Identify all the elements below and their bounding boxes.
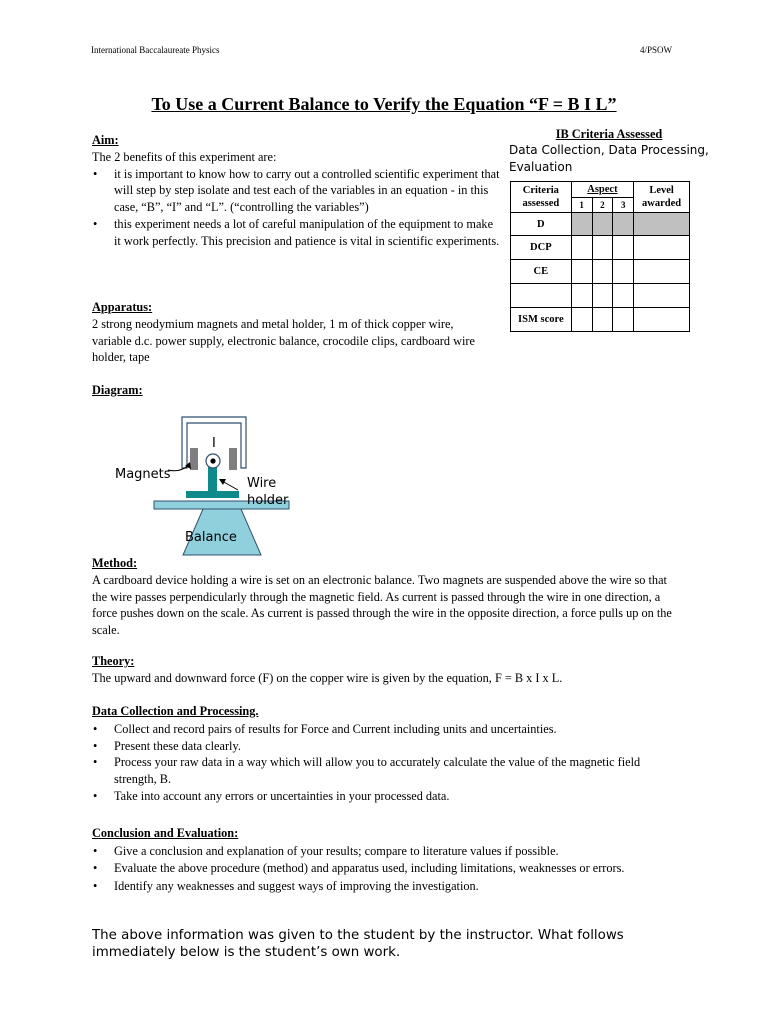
list-item: • Identify any weaknesses and suggest ways of improving the investigation. [92,878,682,895]
theory-heading: Theory: [92,654,135,668]
conclusion-list [92,843,682,895]
row-label: DCP [511,236,572,260]
label-wire-holder: Wire holder [247,476,289,508]
table-row [511,308,690,332]
wire-holder-post [208,467,217,492]
method-section [92,555,682,639]
row-label: D [511,213,572,236]
cell-aspect [613,308,634,332]
aim-intro: The 2 benefits of this experiment are: [92,149,277,164]
cell-aspect [592,308,613,332]
row-label: ISM score [511,308,572,332]
wire-holder-plate [186,491,239,498]
conclusion-heading: Conclusion and Evaluation: [92,826,239,840]
table-row [511,236,690,260]
arrow-head-icon [219,479,226,485]
criteria-heading: IB Criteria Assessed [555,127,663,141]
diagram-heading: Diagram: [92,383,143,397]
theory-text: The upward and downward force (F) on the copper wire is given by the equation, F = B x I x L. [92,670,563,685]
cell-aspect [613,236,634,260]
list-item: • Collect and record pairs of results for Force and Current including units and uncertainties. [92,721,682,738]
aim-heading: Aim: [92,133,119,147]
cell-aspect [571,236,592,260]
cell-level [634,236,690,260]
apparatus-text: 2 strong neodymium magnets and metal holder, 1 m of thick copper wire, variable d.c. power supply, electronic balance, crocodile clips, cardboard wire holder, tape [92,316,475,365]
magnet-right [229,448,237,470]
cell-aspect [613,260,634,284]
cell-aspect [571,213,592,236]
label-magnets: Magnets [115,467,171,482]
apparatus-heading: Apparatus: [92,300,153,314]
list-item: • it is important to know how to carry out a controlled scientific experiment that will step by step isolate and test each of the variables in an equation - in this case, “B”, “I” and “L”. (“controlling the variables”) [92,166,500,216]
current-dot-icon [210,458,215,463]
list-item: • Evaluate the above procedure (method) and apparatus used, including limitations, weaknesses or errors. [92,860,682,877]
list-item: • Give a conclusion and explanation of your results; compare to literature values if possible. [92,843,682,860]
dcp-heading: Data Collection and Processing. [92,704,259,718]
criteria-panel [509,127,709,176]
table-row [511,213,690,236]
wire-holder-pointer [222,481,238,490]
method-heading: Method: [92,556,138,570]
criteria-text: Data Collection, Data Processing, Evaluation [509,143,709,174]
cell-level [634,260,690,284]
cell-aspect [571,260,592,284]
cell-level [634,308,690,332]
label-current: I [212,436,216,451]
col-criteria-header: Criteria assessed [511,182,572,213]
method-text: A cardboard device holding a wire is set on an electronic balance. Two magnets are suspended above the wire so that the wire passes perpendicularly through the magnetic field. As current is passed through the wire in one direction, a force pushes down on the scale. As current is passed through the wire in the opposite direction, a force pulls up on the scale. [92,572,672,638]
table-row [511,284,690,308]
cell-level [634,284,690,308]
aspect-label: Aspect [587,184,618,195]
criteria-table [510,181,690,332]
cell-level [634,213,690,236]
cell-aspect [613,284,634,308]
dcp-list [92,721,682,805]
theory-section [92,653,682,687]
page-title [0,94,768,115]
header-left: International Baccalaureate Physics [91,45,220,55]
cell-aspect [592,284,613,308]
title-text: To Use a Current Balance to Verify the Equation “F = B I L” [151,94,617,114]
cell-aspect [592,213,613,236]
row-label [511,284,572,308]
conclusion-section [92,825,682,895]
header-right: 4/PSOW [640,45,673,55]
aim-list [92,166,500,250]
col-level-header: Level awarded [634,182,690,213]
list-item: • Take into account any errors or uncertainties in your processed data. [92,788,682,805]
list-item: • this experiment needs a lot of careful manipulation of the equipment to make it work perfectly. This precision and patience is vital in scientific experiments. [92,216,500,250]
aim-section [92,132,500,250]
label-balance: Balance [185,530,237,545]
cell-aspect [592,236,613,260]
aspect-3: 3 [613,198,634,213]
cell-aspect [571,284,592,308]
aspect-2: 2 [592,198,613,213]
list-item: • Process your raw data in a way which will allow you to accurately calculate the value of the magnetic field strength, B. [92,754,682,788]
col-aspect-header [571,182,634,198]
cell-aspect [592,260,613,284]
apparatus-section [92,299,492,366]
dcp-section [92,703,682,805]
aspect-1: 1 [571,198,592,213]
cell-aspect [571,308,592,332]
table-row [511,260,690,284]
list-item: • Present these data clearly. [92,738,682,755]
magnet-left [190,448,198,470]
instructor-note: The above information was given to the student by the instructor. What follows immediately below is the student’s own work. [92,928,624,960]
cell-aspect [613,213,634,236]
row-label: CE [511,260,572,284]
